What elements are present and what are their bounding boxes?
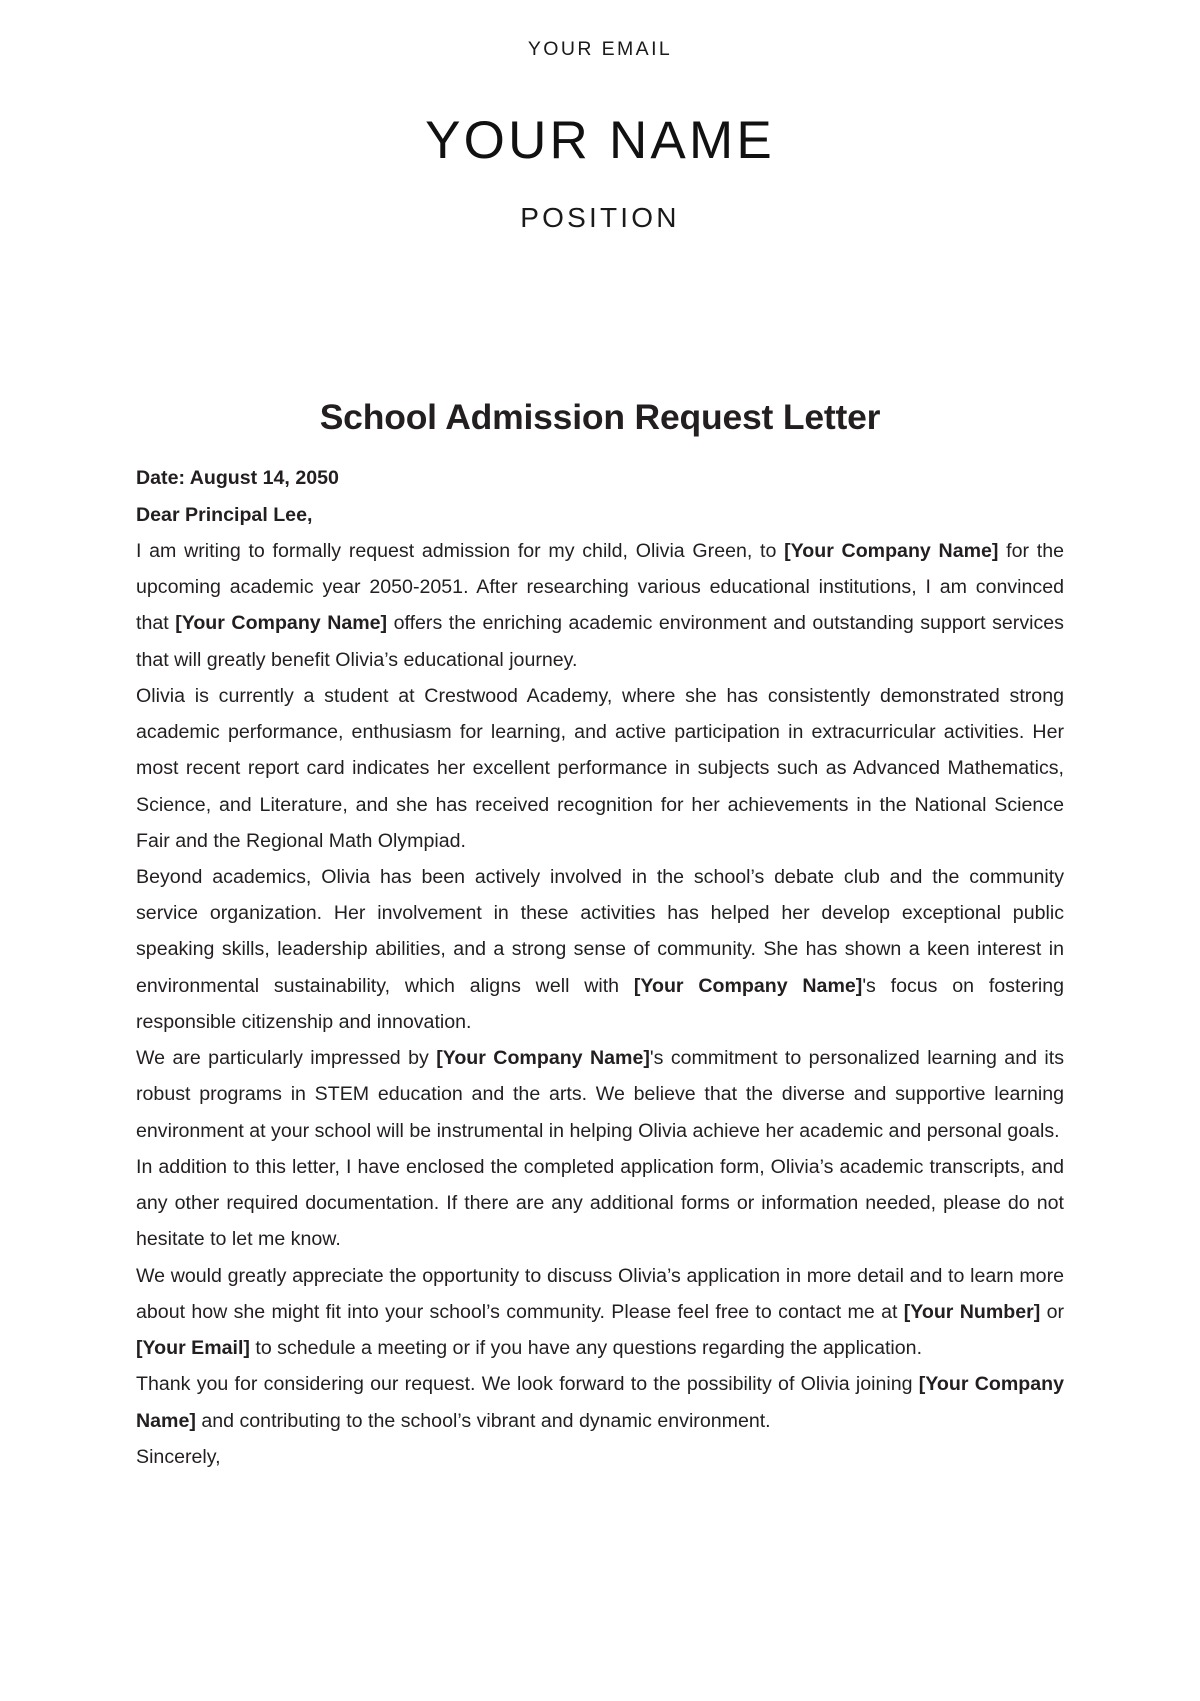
paragraph-meeting: [136, 1258, 1064, 1367]
text-run: Thank you for considering our request. We look forward to the possibility of Olivia joining: [136, 1373, 919, 1396]
paragraph-academics: [136, 678, 1064, 859]
paragraph-thanks: [136, 1366, 1064, 1438]
placeholder-token: [Your Company Name]: [436, 1047, 650, 1070]
text-run: Beyond academics, Olivia has been actively involved in the school’s debate club and the community service organization. Her involvement in these activities has helped her develop exceptional public speaking skills, leadership abilities, and a strong sense of community. She has shown a keen interest in environmental sustainability, which aligns well with: [136, 866, 1064, 997]
placeholder-token: [Your Company Name]: [633, 974, 863, 997]
letterhead: [0, 0, 1200, 234]
text-run: I am writing to formally request admission for my child, Olivia Green, to: [136, 539, 785, 562]
text-run: offers the enriching academic environment and outstanding support services that will greatly benefit Olivia’s educational journey.: [136, 612, 1064, 671]
placeholder-token: [Your Company Name]: [784, 539, 999, 562]
text-run: We are particularly impressed by: [136, 1047, 437, 1070]
closing-line: Sincerely,: [136, 1445, 221, 1468]
letterhead-name: YOUR NAME: [425, 111, 775, 171]
text-run: Olivia is currently a student at Crestwood Academy, where she has consistently demonstrated strong academic performance, enthusiasm for learning, and active participation in extracurricular activities. Her most recent report card indicates her excellent performance in subjects such as Advanced Mathematics, Science, and Literature, and she has received recognition for her achievements in the National Science Fair and the Regional Math Olympiad.: [136, 684, 1064, 852]
text-run: 's commitment to personalized learning and its robust programs in STEM education and the arts. We believe that the diverse and supportive learning environment at your school will be instrumental in helping Olivia achieve her academic and personal goals.: [136, 1047, 1065, 1142]
letterhead-email: YOUR EMAIL: [527, 38, 673, 60]
text-run: We would greatly appreciate the opportunity to discuss Olivia’s application in more detail and to learn more about how she might fit into your school’s community. Please feel free to contact me at: [136, 1264, 1064, 1323]
paragraph-intro: [136, 533, 1064, 678]
letter-body: [136, 234, 1064, 1475]
placeholder-token: [Your Company Name]: [175, 612, 388, 635]
text-run: for the upcoming academic year 2050-2051. After researching various educational institutions, I am convinced that: [136, 539, 1064, 635]
text-run: or: [1040, 1300, 1065, 1323]
paragraph-activities: [136, 859, 1064, 1040]
placeholder-token: [Your Number]: [903, 1300, 1041, 1323]
paragraph-impressed: [136, 1040, 1064, 1149]
text-run: to schedule a meeting or if you have any questions regarding the application.: [249, 1337, 923, 1360]
date-line: Date: August 14, 2050: [136, 467, 339, 490]
paragraph-list: [136, 533, 1064, 1439]
salutation: Dear Principal Lee,: [136, 503, 313, 526]
text-run: In addition to this letter, I have enclosed the completed application form, Olivia’s academic transcripts, and any other required documentation. If there are any additional forms or information needed, please do not hesitate to let me know.: [136, 1155, 1064, 1251]
page-title: School Admission Request Letter: [319, 396, 881, 437]
placeholder-token: [Your Email]: [136, 1337, 250, 1360]
text-run: and contributing to the school’s vibrant and dynamic environment.: [195, 1409, 771, 1432]
paragraph-enclosures: [136, 1149, 1064, 1258]
placeholder-token: [Your Company Name]: [136, 1373, 1064, 1432]
letterhead-position: POSITION: [520, 202, 680, 234]
text-run: 's focus on fostering responsible citizenship and innovation.: [136, 974, 1064, 1033]
